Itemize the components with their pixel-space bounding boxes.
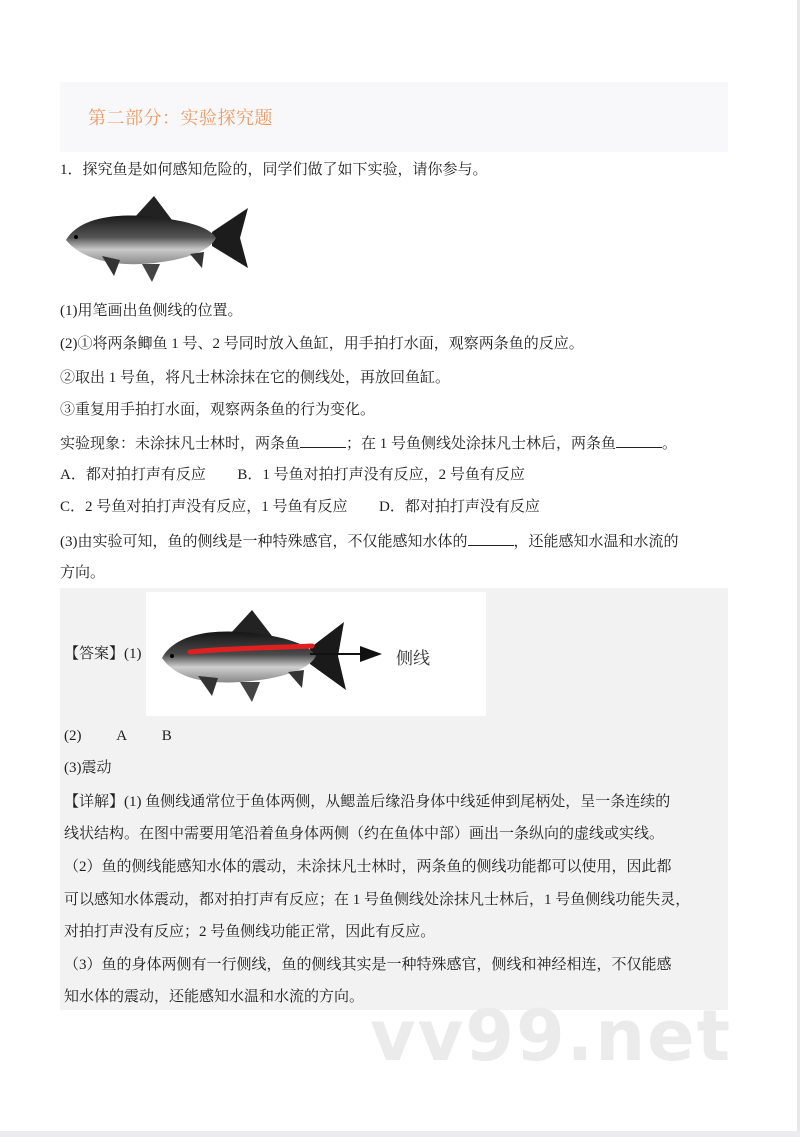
answer-blank-3 — [468, 531, 514, 546]
explanation-line: 线状结构。在图中需要用笔沿着鱼身体两侧（约在鱼体中部）画出一条纵向的虚线或实线。 — [64, 826, 665, 842]
question-part3-line2: 方向。 — [60, 565, 106, 581]
answer-part2-second: B — [161, 728, 172, 744]
answer-part2-first: A — [116, 728, 127, 744]
answer-section — [60, 588, 728, 1010]
part3-prefix: (3)由实验可知，鱼的侧线是一种特殊感官，不仅能感知水体的 — [60, 534, 468, 550]
watermark: vv99.net — [370, 995, 733, 1077]
phenomenon-prefix: 实验现象：未涂抹凡士林时，两条鱼 — [60, 436, 301, 452]
fish-figure — [62, 190, 252, 285]
answer-part3: (3)震动 — [64, 760, 112, 776]
explanation-line: 对拍打声没有反应；2 号鱼侧线功能正常，因此有反应。 — [64, 924, 436, 940]
answer-blank-1 — [300, 433, 346, 448]
option-c: C．2 号鱼对拍打声没有反应，1 号鱼有反应 — [60, 499, 348, 515]
explanation-line: 知水体的震动，还能感知水温和水流的方向。 — [64, 989, 365, 1005]
question-part2-step1: (2)①将两条鲫鱼 1 号、2 号同时放入鱼缸，用手拍打水面，观察两条鱼的反应。 — [60, 336, 584, 352]
section-header — [60, 82, 728, 152]
phenomenon-middle: ；在 1 号鱼侧线处涂抹凡士林后，两条鱼 — [346, 436, 617, 452]
question-part2-step2: ②取出 1 号鱼，将凡士林涂抹在它的侧线处，再放回鱼缸。 — [60, 370, 451, 386]
phenomenon-suffix: 。 — [662, 436, 678, 452]
explanation-line: 【详解】(1) 鱼侧线通常位于鱼体两侧，从鳃盖后缘沿身体中线延伸到尾柄处，呈一条连续的 — [64, 794, 671, 810]
option-b: B．1 号鱼对拍打声没有反应，2 号鱼有反应 — [237, 467, 525, 483]
experiment-phenomenon — [60, 433, 677, 454]
arrow-head-icon — [360, 646, 382, 662]
part3-suffix: ，还能感知水温和水流的 — [513, 534, 679, 550]
question-part3 — [60, 531, 679, 552]
answer-part2: (2) A B — [64, 728, 172, 744]
question-part1: (1)用笔画出鱼侧线的位置。 — [60, 303, 243, 319]
options-row-2 — [60, 497, 540, 517]
answer-blank-2 — [616, 433, 662, 448]
question-part2-step3: ③重复用手拍打水面，观察两条鱼的行为变化。 — [60, 402, 376, 418]
fish-lateral-line-figure — [160, 606, 390, 706]
page-bottom-edge — [0, 1131, 800, 1137]
option-d: D．都对拍打声没有反应 — [379, 499, 540, 515]
explanation-line: （2）鱼的侧线能感知水体的震动，未涂抹凡士林时，两条鱼的侧线功能都可以使用，因此都 — [64, 859, 672, 875]
answer-label: 【答案】(1) — [64, 646, 142, 662]
explanation-line: （3）鱼的身体两侧有一行侧线，鱼的侧线其实是一种特殊感官，侧线和神经相连，不仅能感 — [64, 957, 672, 973]
option-a: A．都对拍打声有反应 — [60, 467, 206, 483]
question-stem: 1．探究鱼是如何感知危险的，同学们做了如下实验，请你参与。 — [60, 162, 488, 178]
options-row-1 — [60, 465, 525, 485]
lateral-line-label: 侧线 — [396, 649, 430, 669]
answer-figure-panel — [146, 592, 486, 716]
explanation-line: 可以感知水体震动，都对拍打声有反应；在 1 号鱼侧线处涂抹凡士林后，1 号鱼侧线功能失灵， — [64, 892, 691, 908]
section-title: 第二部分：实验探究题 — [88, 108, 273, 129]
